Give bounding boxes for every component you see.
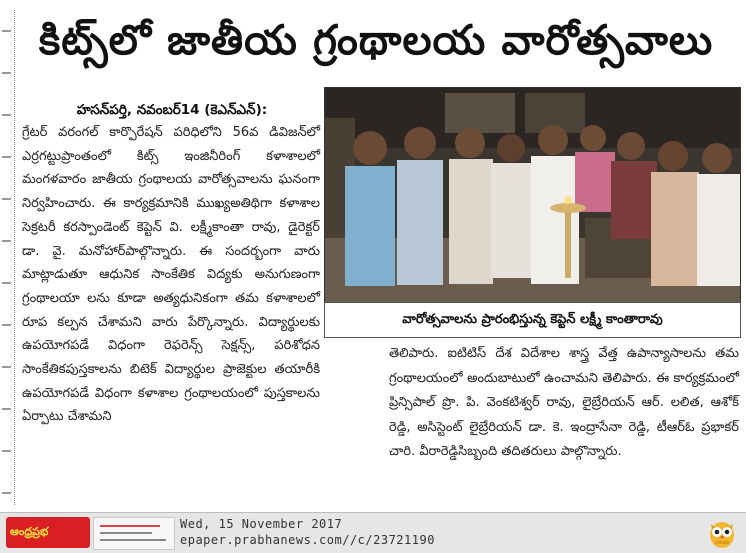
publisher-stamp <box>93 517 175 550</box>
owl-icon[interactable] <box>706 517 738 549</box>
logo-text: ఆంధ్రప్రభ <box>10 525 49 538</box>
news-photo <box>324 87 741 303</box>
article-dateline: హసన్‌పర్తి, నవంబర్14 (కెఎన్ఎన్): <box>76 102 268 118</box>
edition-date: Wed, 15 November 2017 <box>180 517 343 531</box>
article-column-right <box>389 342 739 465</box>
article-body-left: గ్రేటర్ వరంగల్ కార్పొరేషన్ పరిధిలోని 56వ డివిజన్‌లో ఎర్రగట్టుప్రాంతంలో కిట్స్ ఇంజినీరింగ్ కళాశాలలో మంగళవారం జాతీయ గ్రంథాలయ వారోత్సవాలను ఘనంగా నిర్వహించారు. ఈ కార్యక్రమానికి ముఖ్యఅతిథిగా కళాశాల సెక్రటరీ కరస్పాండెంట్ కెప్టెన్ వి. లక్ష్మీకాంతా రావు, డైరెక్టర్ డా. వై. మనోహార్‌పాల్గొన్నారు. ఈ సందర్బంగా వారు మాట్లాడుతూ ఆధునిక సాంకేతిక విద్యకు అనుగుణంగా గ్రంథాలయా లను కూడా అత్యధునికంగా తమ కళాశాలలో రూప కల్పన చేశామని వారు పేర్కొన్నారు. విద్యార్థులకు ఉపయోగపడే విధంగా రెఫరెన్స్ సెక్షన్స్, పరిశోధన సాంకేతికపుస్తకాలను బిటెక్ విద్యార్థుల ప్రాజెక్టుల తయారీకి ఉపయోగపడే విధంగా కళాశాల గ్రంథాలయంలో పుస్తకాలను ఏర్పాటు చేశామని <box>22 125 320 425</box>
article-headline: కిట్స్‌లో జాతీయ గ్రంథాలయ వారోత్సవాలు <box>38 16 714 64</box>
people-lamp-lighting-photo <box>325 88 740 302</box>
article-column-left <box>22 121 320 429</box>
photo-caption: వారోత్సవాలను ప్రారంభిస్తున్న కెప్టెన్ లక్ష్మీ కాంతారావు <box>324 302 741 338</box>
newspaper-logo[interactable] <box>6 517 90 548</box>
page-fold-rule <box>2 10 15 505</box>
article-body-right: తెలిపారు. ఐటిటిస్ దేశ విదేశాల శాస్త్ర వేత్త ఉపాన్యాసాలను తమ గ్రంథాలయంలో అందుబాటులో ఉంచామని తెలిపారు. ఈ కార్యక్రమంలో ప్రిన్సిపాల్ ప్రొ. పి. వెంకటిశ్వర్ రావు, లైబ్రేరియన్ ఆర్. లలిత, ఆశోక్ రెడ్డి, అసిస్టెంట్ లైబ్రేరియన్ డా. కె. ఇంద్రాసేనా రెడ్డి, టీఆర్ఓ ప్రభాకర్ చారి. వీరారెడ్డిసిబ్బంది తదితరులు పాల్గొన్నారు. <box>389 346 739 459</box>
epaper-link[interactable]: epaper.prabhanews.com//c/23721190 <box>180 533 435 547</box>
epaper-footer <box>0 512 746 553</box>
